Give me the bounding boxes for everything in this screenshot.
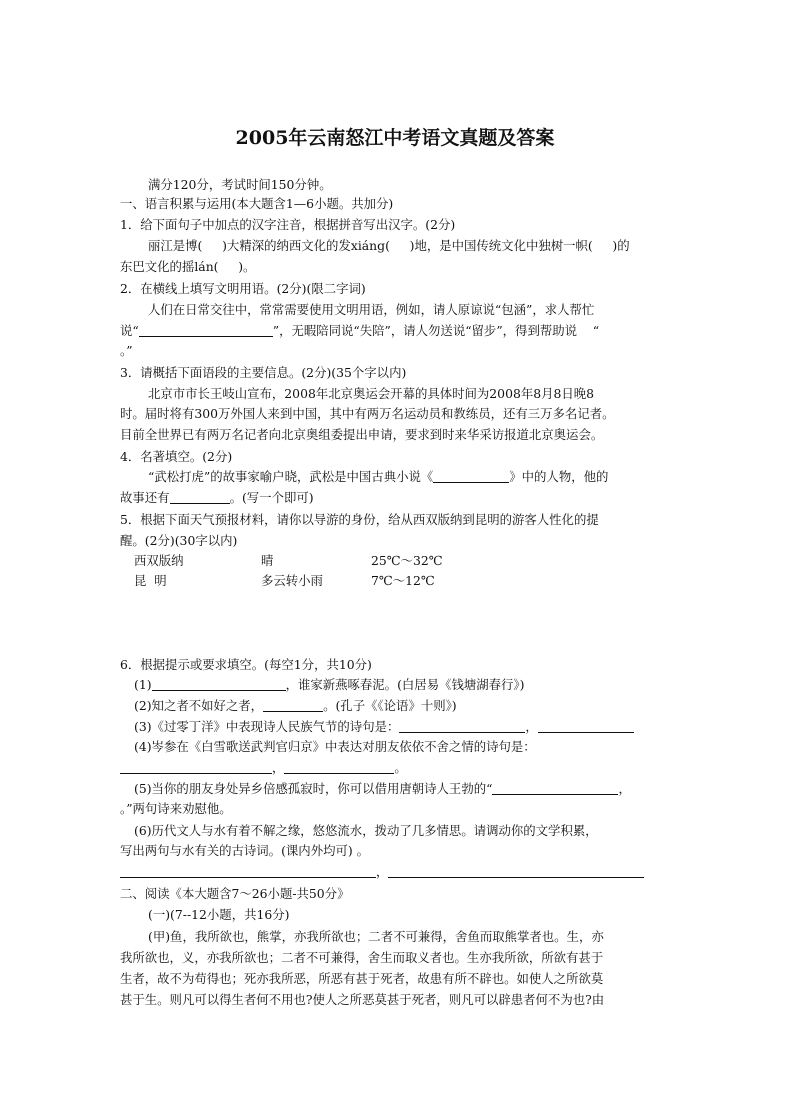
q4-line-1 — [148, 469, 608, 485]
passage-line: 甚于生。则凡可以得生者何不用也?使人之所恶莫甚于死者，则凡可以辟患者何不为也?由 — [120, 992, 605, 1007]
q5-stem: 5．根据下面天气预报材料，请你以导游的身份，给从西双版纳到昆明的游客人性化的提 — [120, 512, 599, 527]
q6-item-2-text-a: (2)知之者不如好之者， — [134, 698, 264, 713]
answer-blank[interactable] — [388, 865, 644, 878]
q4-text-a: “武松打虎”的故事家喻户晓，武松是中国古典小说《 — [148, 469, 434, 484]
page-title: 2005年云南怒江中考语文真题及答案 — [235, 127, 555, 149]
q6-item-1 — [134, 677, 524, 693]
answer-blank[interactable] — [139, 324, 273, 337]
q6-item-5-comma: ， — [618, 781, 631, 796]
q3-line-1: 北京市市长王岐山宣布，2008年北京奥运会开幕的具体时间为2008年8月8日晚8 — [148, 386, 595, 401]
weather-temp: 25℃～32℃ — [371, 553, 443, 568]
q6-item-5-line-2: 。”两句诗来劝慰他。 — [120, 801, 232, 816]
q3-line-3: 目前全世界已有两万名记者向北京奥组委提出申请，要求到时来华采访报道北京奥运会。 — [120, 427, 604, 442]
q1-line-1: 丽江是博( )大精深的纳西文化的发xiáng( )地，是中国传统文化中独树一帜( )的 — [148, 238, 630, 253]
answer-blank[interactable] — [263, 699, 323, 712]
subsection-heading: (一)(7--12小题，共16分) — [148, 907, 290, 922]
answer-blank[interactable] — [284, 761, 394, 774]
q6-item-1-num: (1) — [134, 677, 152, 692]
q6-item-2-text-b: 。(孔子《《论语》十则》) — [323, 698, 457, 713]
q1-line-2: 东巴文化的摇lán( )。 — [120, 259, 256, 274]
q6-item-4: (4)岑参在《白雪歌送武判官归京》中表达对朋友依依不舍之情的诗句是： — [134, 739, 536, 754]
answer-blank[interactable] — [120, 761, 272, 774]
q6-item-6: (6)历代文人与水有着不解之缘，悠悠流水，拨动了几多情思。请调动你的文学积累， — [134, 823, 598, 838]
answer-blank[interactable] — [120, 865, 376, 878]
answer-blank[interactable] — [492, 782, 618, 795]
q4-text-d: 。(写一个即可) — [229, 490, 314, 505]
q6-item-3-text-a: (3)《过零丁洋》中表现诗人民族气节的诗句是： — [134, 719, 400, 734]
q6-item-3-text-b: ， — [525, 719, 538, 734]
q6-item-4-comma: ， — [272, 760, 285, 775]
q6-item-4-end: 。 — [394, 760, 407, 775]
q2-text-a: 说“ — [120, 323, 139, 338]
q6-stem: 6．根据提示或要求填空。(每空1分，共10分) — [120, 657, 372, 672]
q4-text-c: 故事还有 — [120, 490, 170, 505]
q6-item-5 — [134, 781, 631, 797]
weather-temp: 7℃～12℃ — [371, 573, 435, 588]
section-1-heading: 一、语言积累与运用(本大题含1—6小题。共加分) — [120, 196, 394, 211]
weather-condition: 多云转小雨 — [261, 573, 323, 588]
weather-place: 昆 明 — [134, 573, 167, 588]
passage-line: 我所欲也，义，亦我所欲也；二者不可兼得，舍生而取义者也。生亦我所欲，所欲有甚于 — [120, 950, 604, 965]
passage-line: 生者，故不为苟得也；死亦我所恶，所恶有甚于死者，故患有所不辟也。如使人之所欲莫 — [120, 971, 604, 986]
q4-text-b: 》中的人物，他的 — [509, 469, 609, 484]
q4-stem: 4．名著填空。(2分) — [120, 449, 233, 464]
q2-text-b: ”，无暇陪同说“失陪”，请人勿送说“留步”，得到帮助说 “ — [272, 323, 600, 338]
intro-line: 满分120分，考试时间150分钟。 — [148, 177, 332, 192]
q6-item-5-text-a: (5)当你的朋友身处异乡倍感孤寂时，你可以借用唐朝诗人王勃的“ — [134, 781, 493, 796]
q6-item-2 — [134, 698, 457, 714]
q2-stem: 2．在横线上填写文明用语。(2分)(限二字词) — [120, 281, 366, 296]
q3-line-2: 时。届时将有300万外国人来到中国，其中有两万名运动员和教练员，还有三万多名记者。 — [120, 406, 615, 421]
q6-item-6-line-2: 写出两句与水有关的古诗词。(课内外均可) 。 — [120, 843, 370, 858]
q1-stem: 1．给下面句子中加点的汉字注音，根据拼音写出汉字。(2分) — [120, 217, 456, 232]
q5-stem-2: 醒。(2分)(30字以内) — [120, 533, 238, 548]
q6-item-3 — [134, 719, 634, 735]
q6-item-1-text: ，谁家新燕啄春泥。(白居易《钱塘湖春行》) — [285, 677, 525, 692]
q3-stem: 3．请概括下面语段的主要信息。(2分)(35个字以内) — [120, 365, 407, 380]
q6-item-4-blanks — [120, 760, 407, 776]
q6-item-6-blanks — [120, 864, 644, 880]
answer-blank[interactable] — [170, 491, 230, 504]
q2-line-3: 。” — [120, 343, 133, 358]
passage-line: (甲)鱼，我所欲也，熊掌，亦我所欲也；二者不可兼得，舍鱼而取熊掌者也。生，亦 — [148, 929, 604, 944]
section-2-heading: 二、阅读《本大题含7～26小题-共50分》 — [120, 886, 350, 901]
answer-blank[interactable] — [538, 720, 634, 733]
q6-item-6-comma: ， — [376, 864, 389, 879]
answer-blank[interactable] — [399, 720, 525, 733]
answer-blank[interactable] — [433, 470, 509, 483]
q2-line-2 — [120, 323, 599, 339]
q4-line-2 — [120, 490, 314, 506]
q2-line-1: 人们在日常交往中，常常需要使用文明用语，例如，请人原谅说“包涵”，求人帮忙 — [148, 302, 595, 317]
weather-place: 西双版纳 — [134, 553, 184, 568]
answer-blank[interactable] — [152, 678, 286, 691]
weather-condition: 晴 — [261, 553, 274, 568]
